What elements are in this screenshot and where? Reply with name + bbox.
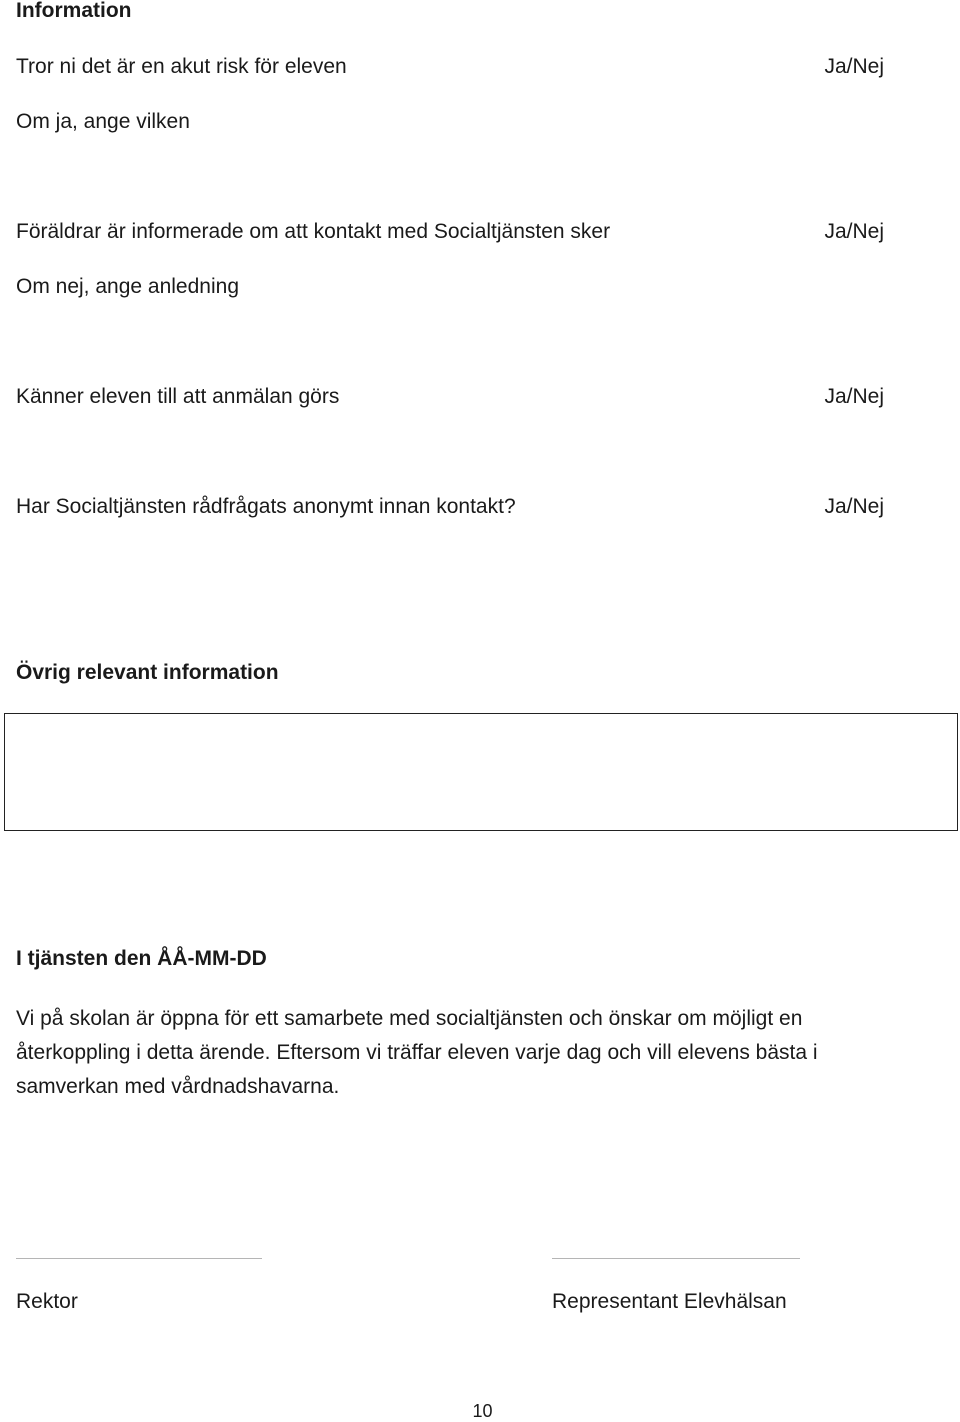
answer-risk[interactable]: Ja/Nej (824, 55, 884, 78)
other-info-textbox[interactable] (4, 713, 958, 831)
followup-risk: Om ja, ange vilken (16, 110, 190, 133)
service-date: I tjänsten den ÅÅ-MM-DD (16, 947, 267, 970)
answer-anonymous-consult[interactable]: Ja/Nej (824, 495, 884, 518)
signature-label-left: Rektor (16, 1290, 78, 1313)
question-student-aware: Känner eleven till att anmälan görs (16, 385, 340, 408)
answer-parents-informed[interactable]: Ja/Nej (824, 220, 884, 243)
page-number: 10 (472, 1401, 493, 1421)
question-parents-informed: Föräldrar är informerade om att kontakt med Socialtjänsten sker (16, 220, 611, 243)
statement-paragraph: Vi på skolan är öppna för ett samarbete med socialtjänsten och önskar om möjligt en återkoppling i detta ärende. Eftersom vi träffar eleven varje dag och vill elevens bästa i samverkan med vårdnadshavarna. (16, 1007, 818, 1098)
signature-line-right[interactable] (552, 1258, 800, 1259)
section-title: Information (16, 0, 132, 22)
followup-parents-informed: Om nej, ange anledning (16, 275, 239, 298)
signature-line-left[interactable] (16, 1258, 262, 1259)
question-risk: Tror ni det är en akut risk för eleven (16, 55, 347, 78)
signature-label-right: Representant Elevhälsan (552, 1290, 787, 1313)
question-anonymous-consult: Har Socialtjänsten rådfrågats anonymt innan kontakt? (16, 495, 516, 518)
other-info-heading: Övrig relevant information (16, 661, 279, 684)
answer-student-aware[interactable]: Ja/Nej (824, 385, 884, 408)
